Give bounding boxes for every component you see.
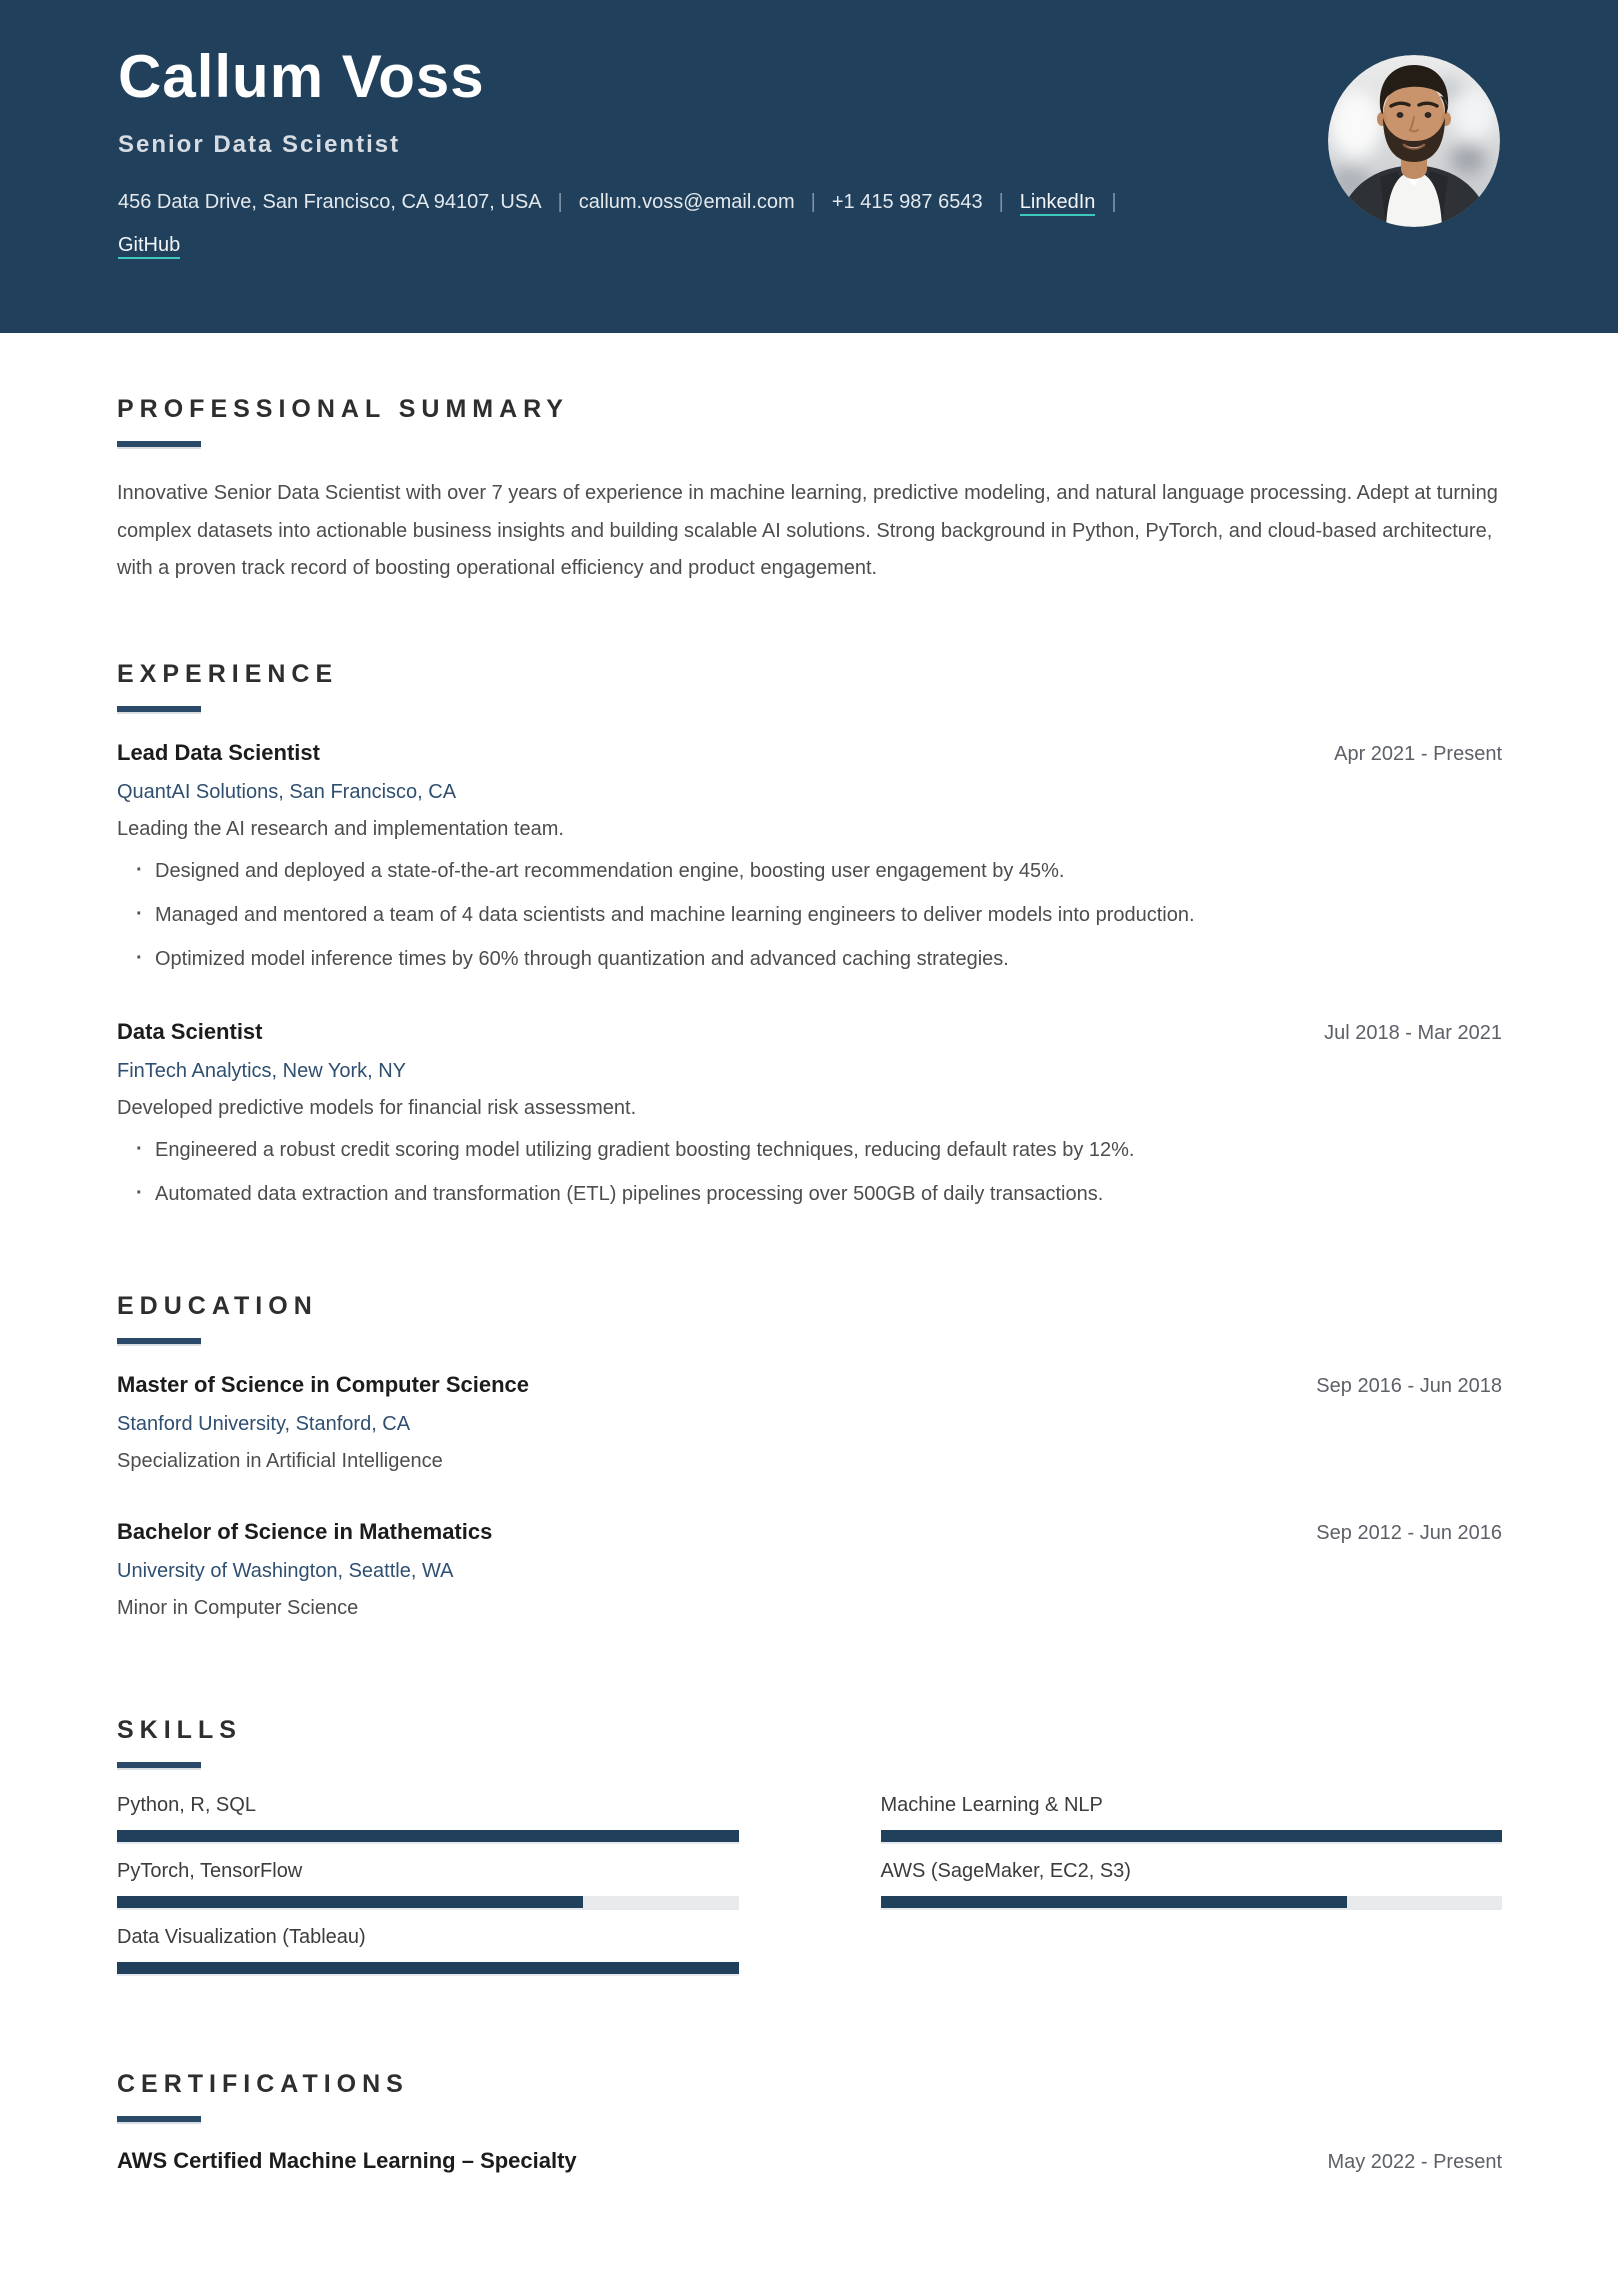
- contact-email: callum.voss@email.com: [578, 191, 795, 213]
- contact-separator: |: [1111, 191, 1117, 213]
- job-bullet: · Managed and mentored a team of 4 data scientists and machine learning engineers to deliver models into production.: [117, 902, 1502, 929]
- job-title: Lead Data Scientist: [117, 739, 320, 765]
- linkedin-link[interactable]: LinkedIn: [1020, 191, 1096, 216]
- contact-phone: +1 415 987 6543: [831, 191, 983, 213]
- section-heading: EXPERIENCE: [117, 659, 339, 688]
- accent-divider: [117, 441, 201, 447]
- skill-item: [881, 1860, 1503, 1916]
- section-skills: [117, 1716, 1502, 1982]
- skill-bar: [881, 1896, 1503, 1908]
- certification-title: AWS Certified Machine Learning – Specialty: [117, 2147, 577, 2173]
- skill-bar: [117, 1896, 739, 1908]
- skill-item: [117, 1860, 739, 1916]
- degree-school: University of Washington, Seattle, WA: [117, 1559, 454, 1582]
- skill-bar: [117, 1962, 739, 1974]
- contact-address: 456 Data Drive, San Francisco, CA 94107, USA: [118, 191, 542, 213]
- degree-description: Specialization in Artificial Intelligence: [117, 1449, 443, 1472]
- job-title-subtitle: Senior Data Scientist: [118, 131, 401, 158]
- accent-divider: [117, 2116, 201, 2122]
- skill-label: Data Visualization (Tableau): [117, 1925, 366, 1948]
- degree-title: Bachelor of Science in Mathematics: [117, 1518, 493, 1544]
- skills-grid: [117, 1794, 1502, 1982]
- skill-bar-fill: [117, 1962, 739, 1974]
- profile-photo: [1328, 55, 1500, 227]
- summary-text: Innovative Senior Data Scientist with over 7 years of experience in machine learning, predictive modeling, and natural language processing. Adept at turning complex datasets into actionable business insights and building scalable AI solutions. Strong background in Python, PyTorch, and cloud-based architecture, with a proven track record of boosting operational efficiency and product engagement.: [117, 482, 1498, 580]
- job-date: Apr 2021 - Present: [1334, 742, 1502, 765]
- degree-title: Master of Science in Computer Science: [117, 1371, 530, 1397]
- accent-divider: [117, 1762, 201, 1768]
- contact-separator: |: [998, 191, 1004, 213]
- skill-bar-fill: [881, 1896, 1347, 1908]
- degree-date: Sep 2012 - Jun 2016: [1316, 1521, 1502, 1544]
- section-experience: [117, 660, 1502, 1208]
- degree-date: Sep 2016 - Jun 2018: [1316, 1374, 1502, 1397]
- skill-bar: [117, 1830, 739, 1842]
- job-bullet: · Automated data extraction and transformation (ETL) pipelines processing over 500GB of daily transactions.: [117, 1181, 1502, 1208]
- section-heading: CERTIFICATIONS: [117, 2069, 409, 2098]
- section-professional-summary: [117, 395, 1502, 588]
- certification-entry: [117, 2148, 1502, 2174]
- section-certifications: [117, 2070, 1502, 2174]
- accent-divider: [117, 1338, 201, 1344]
- job-date: Jul 2018 - Mar 2021: [1324, 1021, 1502, 1044]
- page-title: Callum Voss: [118, 43, 485, 110]
- main-content: [0, 395, 1618, 2174]
- skill-bar-fill: [881, 1830, 1503, 1842]
- accent-divider: [117, 706, 201, 712]
- education-entry: [117, 1519, 1502, 1620]
- github-link[interactable]: GitHub: [118, 234, 180, 259]
- job-description: Developed predictive models for financial risk assessment.: [117, 1096, 637, 1119]
- experience-entry: [117, 1019, 1502, 1208]
- contact-separator: |: [557, 191, 563, 213]
- job-bullet: · Engineered a robust credit scoring model utilizing gradient boosting techniques, reducing default rates by 12%.: [117, 1137, 1502, 1164]
- skill-item: [881, 1794, 1503, 1850]
- skill-item: [117, 1794, 739, 1850]
- skill-label: Machine Learning & NLP: [880, 1793, 1103, 1816]
- section-heading: PROFESSIONAL SUMMARY: [117, 395, 569, 423]
- education-entry: [117, 1372, 1502, 1473]
- skill-bar: [881, 1830, 1503, 1842]
- contact-info: [118, 181, 1268, 267]
- job-bullet: · Optimized model inference times by 60% through quantization and advanced caching strategies.: [117, 946, 1502, 973]
- skill-label: AWS (SageMaker, EC2, S3): [880, 1859, 1131, 1882]
- header: [0, 0, 1618, 333]
- section-education: [117, 1292, 1502, 1620]
- contact-separator: |: [810, 191, 816, 213]
- job-bullet-list: [117, 1137, 1502, 1208]
- skill-bar-fill: [117, 1896, 583, 1908]
- skill-label: Python, R, SQL: [117, 1793, 256, 1816]
- job-description: Leading the AI research and implementation team.: [117, 817, 564, 840]
- certification-date: May 2022 - Present: [1327, 2150, 1502, 2173]
- section-heading: SKILLS: [117, 1715, 242, 1744]
- skill-item: [117, 1926, 739, 1982]
- skill-label: PyTorch, TensorFlow: [117, 1859, 303, 1882]
- degree-school: Stanford University, Stanford, CA: [117, 1412, 411, 1435]
- job-bullet: · Designed and deployed a state-of-the-art recommendation engine, boosting user engagement by 45%.: [117, 858, 1502, 885]
- job-company: FinTech Analytics, New York, NY: [117, 1059, 407, 1082]
- job-bullet-list: [117, 858, 1502, 973]
- section-heading: EDUCATION: [117, 1291, 318, 1320]
- job-company: QuantAI Solutions, San Francisco, CA: [117, 780, 457, 803]
- job-title: Data Scientist: [117, 1018, 263, 1044]
- degree-description: Minor in Computer Science: [117, 1596, 359, 1619]
- skill-bar-fill: [117, 1830, 739, 1842]
- experience-entry: [117, 740, 1502, 973]
